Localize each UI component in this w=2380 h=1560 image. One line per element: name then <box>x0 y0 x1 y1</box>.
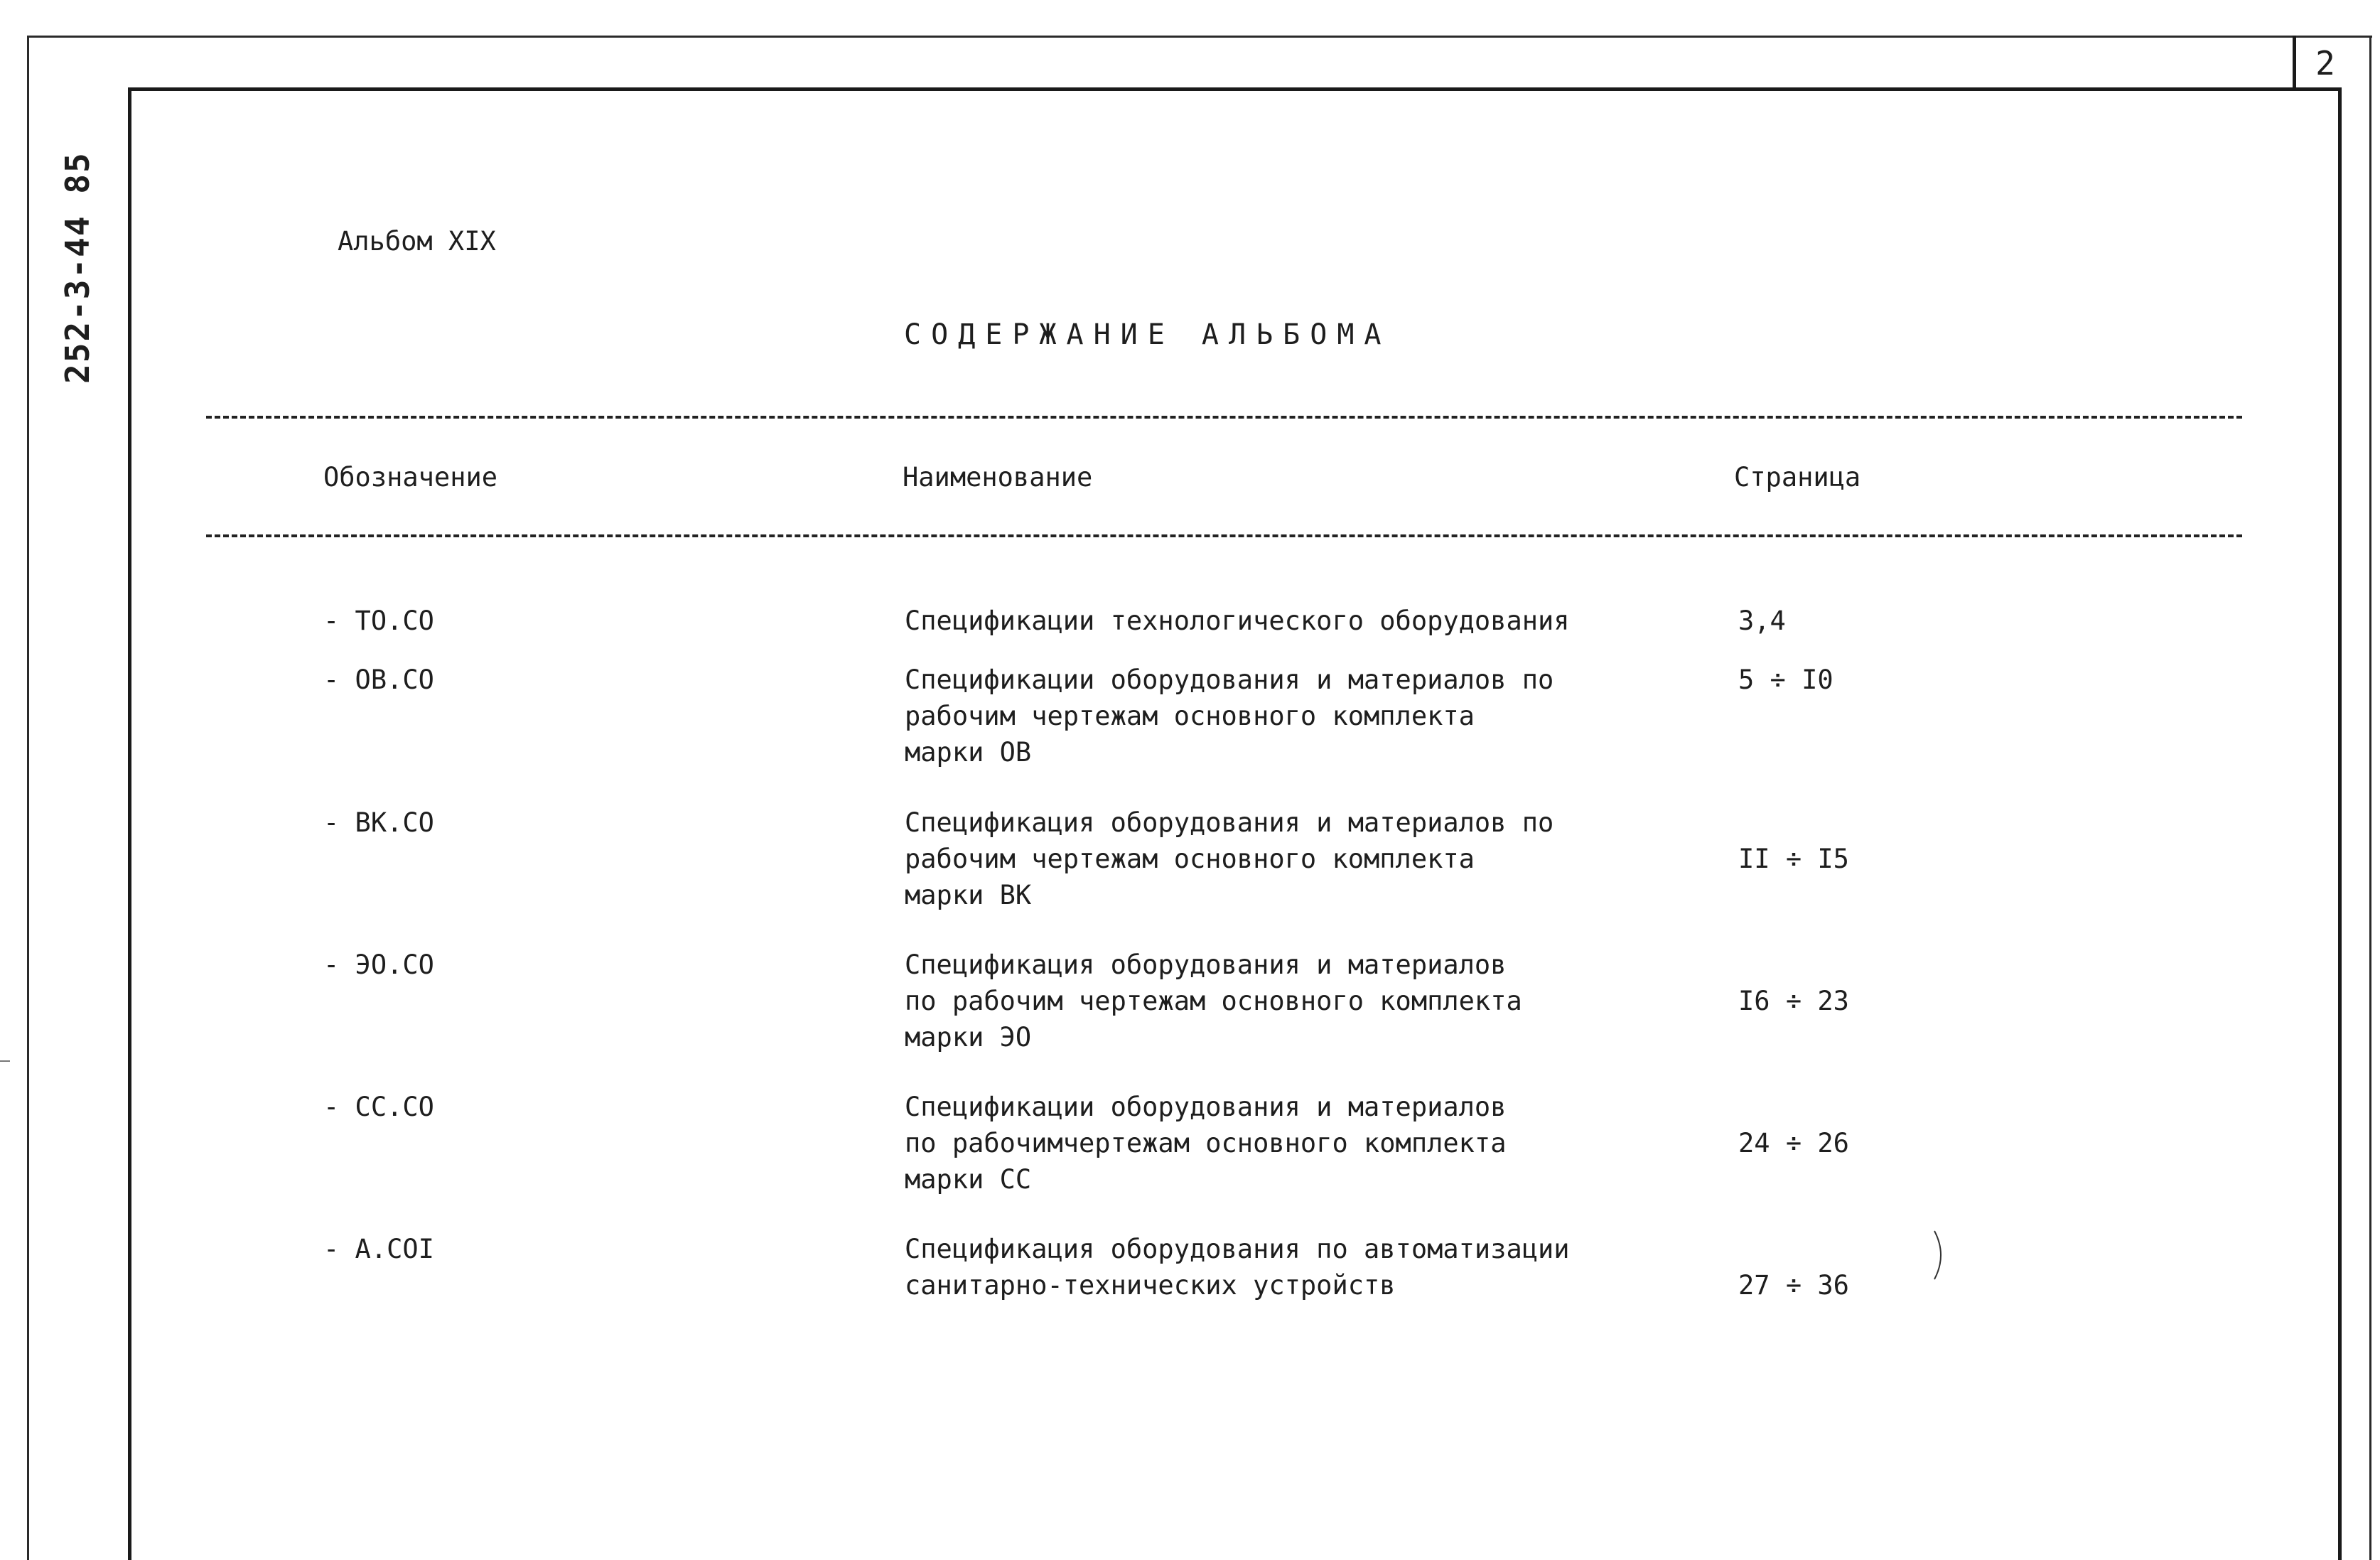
column-header-name: Наименование <box>903 462 1093 493</box>
row-name-line: Спецификация оборудования и материалов <box>905 950 1507 980</box>
table-header-bottom-rule <box>206 534 2242 537</box>
page-number-box-divider <box>2293 36 2296 89</box>
row-name-line: Спецификации оборудования и материалов по <box>905 665 1554 695</box>
sheet-frame-inner-left <box>128 87 131 1560</box>
row-name-line: Спецификация оборудования по автоматизации <box>905 1234 1570 1264</box>
side-document-code: 252-3-44 85 <box>58 151 97 384</box>
row-designation: - ОВ.СО <box>323 665 434 695</box>
pen-mark <box>1932 1230 1947 1281</box>
row-page: 27 ÷ 36 <box>1738 1270 1849 1301</box>
row-page: 24 ÷ 26 <box>1738 1128 1849 1158</box>
row-designation: - ТО.СО <box>323 606 434 636</box>
row-name-line: рабочим чертежам основного комплекта <box>905 844 1475 874</box>
row-designation: - СС.СО <box>323 1092 434 1122</box>
row-name-line: Спецификация оборудования и материалов по <box>905 807 1554 838</box>
sheet-frame-outer-top <box>27 36 2372 38</box>
page-number: 2 <box>2315 44 2335 82</box>
sheet-frame-inner-top <box>128 87 2342 91</box>
row-designation: - ВК.СО <box>323 807 434 838</box>
row-name-line: марки ЭО <box>905 1022 1032 1053</box>
sheet-frame-inner-right <box>2338 87 2342 1560</box>
row-page: 3,4 <box>1738 606 1786 636</box>
column-header-page: Страница <box>1734 462 1861 493</box>
row-name-line: Спецификации технологического оборудования <box>905 606 1570 636</box>
row-designation: - А.СОI <box>323 1234 434 1264</box>
row-page: II ÷ I5 <box>1738 844 1849 874</box>
scan-mark <box>0 1060 10 1062</box>
row-name-line: по рабочимчертежам основного комплекта <box>905 1128 1507 1158</box>
row-name-line: санитарно-технических устройств <box>905 1270 1396 1301</box>
row-name-line: марки ОВ <box>905 737 1032 768</box>
row-name-line: марки ВК <box>905 880 1032 910</box>
sheet-frame-outer-right <box>2369 36 2371 1560</box>
row-name-line: марки СС <box>905 1164 1032 1195</box>
sheet-frame-outer-left <box>27 36 29 1560</box>
page-title: СОДЕРЖАНИЕ АЛЬБОМА <box>904 318 1391 351</box>
column-header-designation: Обозначение <box>323 462 498 493</box>
row-name-line: по рабочим чертежам основного комплекта <box>905 986 1522 1016</box>
row-designation: - ЭО.СО <box>323 950 434 980</box>
album-label: Альбом XIX <box>338 226 496 257</box>
row-page: I6 ÷ 23 <box>1738 986 1849 1016</box>
row-page: 5 ÷ I0 <box>1738 665 1834 695</box>
row-name-line: Спецификации оборудования и материалов <box>905 1092 1507 1122</box>
row-name-line: рабочим чертежам основного комплекта <box>905 701 1475 731</box>
table-header-top-rule <box>206 416 2242 419</box>
